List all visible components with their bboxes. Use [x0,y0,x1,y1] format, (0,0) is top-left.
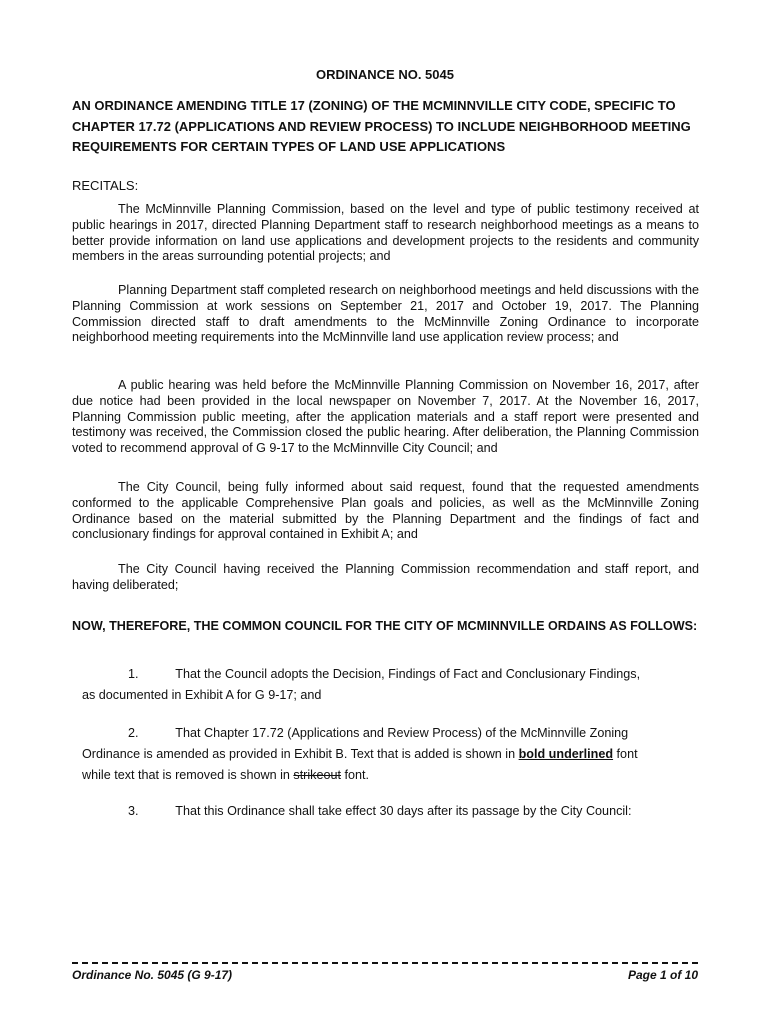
item-text-line2: as documented in Exhibit A for G 9-17; and [82,688,322,702]
ordinance-title: ORDINANCE NO. 5045 [316,67,454,82]
item-number: 2. [128,726,139,740]
ordinance-item-1 [82,664,702,706]
recital-paragraph-1: The McMinnville Planning Commission, based on the level and type of public testimony received at public hearings in 2017, directed Planning Department staff to research neighborhood meetings as a means to better provide information on land use applications and development projects to the residents and community members in the areas surrounding potential projects; and [72,202,699,264]
ordinance-item-2 [82,723,702,786]
recital-paragraph-3: A public hearing was held before the McMinnville Planning Commission on November 16, 2017, after due notice had been provided in the local newspaper on November 7, 2017. At the November 16, 2017, Planning Commission public meeting, after the application materials and a staff report were presented and testimony was received, the Commission closed the public hearing. After deliberation, the Planning Commission voted to recommend approval of G 9-17 to the McMinnville City Council; and [72,378,699,456]
item-text-line3 [82,765,702,786]
item-number: 3. [128,804,139,818]
strikeout-sample: strikeout [293,768,341,782]
item-text-segment: while text that is removed is shown in [82,768,294,782]
item-text-segment: font. [341,768,370,782]
ordinance-heading: AN ORDINANCE AMENDING TITLE 17 (ZONING) OF THE MCMINNVILLE CITY CODE, SPECIFIC TO CHAPTER 17.72 (APPLICATIONS AND REVIEW PROCESS) TO INCLUDE NEIGHBORHOOD MEETING REQUIREMENTS FOR CERTAIN TYPES OF LAND USE APPLICATIONS [72,98,691,154]
ordinance-item-3 [82,801,702,822]
item-number: 1. [128,667,139,681]
bold-underlined-sample: bold underlined [518,747,614,761]
recital-paragraph-4: The City Council, being fully informed about said request, found that the requested amendments conformed to the applicable Comprehensive Plan goals and policies, as well as the McMinnville Zoning Ordinance based on the material submitted by the Planning Department and the findings of fact and conclusionary findings for approval contained in Exhibit A; and [72,480,699,542]
footer-divider [72,962,698,964]
recital-paragraph-2: Planning Department staff completed research on neighborhood meetings and held discussions with the Planning Commission at work sessions on September 21, 2017 and October 19, 2017. The Planning Commission directed staff to draft amendments to the McMinnville Zoning Ordinance to incorporate neighborhood meeting requirements into the McMinnville land use application review process; and [72,283,699,345]
item-text-line1: That the Council adopts the Decision, Findings of Fact and Conclusionary Findings, [175,667,641,681]
item-text-segment: Ordinance is amended as provided in Exhibit B. Text that is added is shown in [82,747,519,761]
item-text-line1: That this Ordinance shall take effect 30 days after its passage by the City Council: [175,804,632,818]
item-text-line2 [82,744,702,765]
ordains-statement: NOW, THEREFORE, THE COMMON COUNCIL FOR THE CITY OF MCMINNVILLE ORDAINS AS FOLLOWS: [72,619,698,633]
recitals-label: RECITALS: [72,178,139,193]
footer-page-number: Page 1 of 10 [627,968,698,982]
item-text-segment: font [613,747,638,761]
recital-paragraph-5: The City Council having received the Planning Commission recommendation and staff report, and having deliberated; [72,562,699,592]
footer-ordinance-ref: Ordinance No. 5045 (G 9-17) [72,968,233,982]
item-text-line1: That Chapter 17.72 (Applications and Review Process) of the McMinnville Zoning [175,726,629,740]
